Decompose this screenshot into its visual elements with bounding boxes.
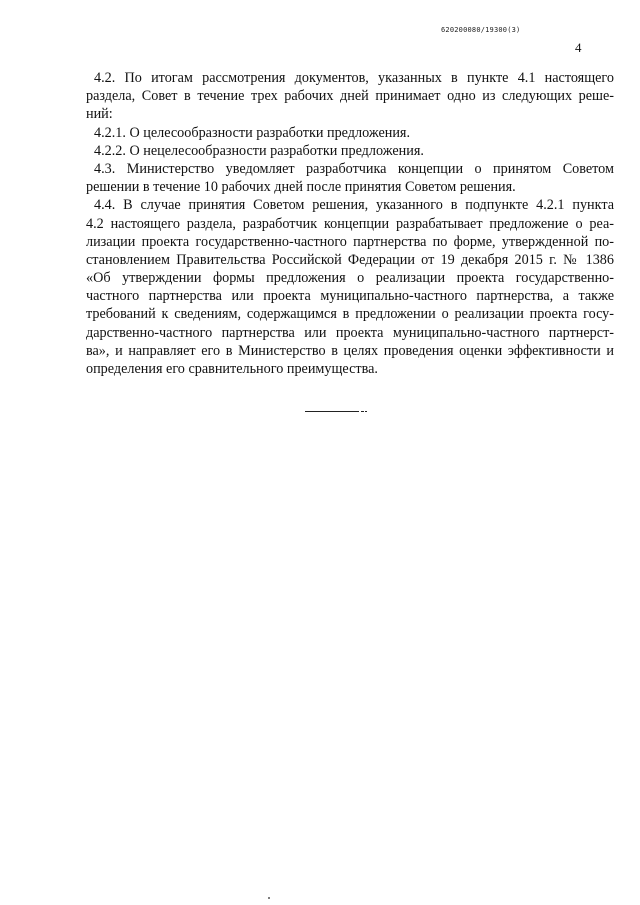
divider-tick (361, 411, 364, 412)
paragraph-4-2-line-3: ний: (86, 106, 113, 123)
paragraph-4-3-line-2: решении в течение 10 рабочих дней после принятия Советом решения. (86, 179, 516, 196)
paragraph-4-2-line-1: 4.2. По итогам рассмотрения документов, указанных в пункте 4.1 настоящего (94, 70, 614, 86)
paragraph-4-4-line-8: дарственно-частного партнерства или проекта муниципально-частного партнерст- (86, 324, 614, 341)
paragraph-4-4-line-10: определения его сравнительного преимущества. (86, 361, 378, 377)
paragraph-4-4-line-1: 4.4. В случае принятия Советом решения, указанного в подпункте 4.2.1 пункта (94, 197, 614, 214)
page-number: 4 (575, 40, 582, 55)
paragraph-4-4-line-9: ва», и направляет его в Министерство в целях проведения оценки эффективности и (86, 342, 614, 359)
paragraph-4-2-line-2: раздела, Совет в течение трех рабочих дней принимает одно из следующих реше- (86, 88, 614, 105)
paragraph-4-4-line-6: частного партнерства или проекта муниципально-частного партнерства, а также (86, 288, 614, 305)
paragraph-4-4-line-2: 4.2 настоящего раздела, разработчик концепции разрабатывает предложение о реа- (86, 215, 614, 232)
end-of-text-divider (305, 411, 365, 413)
scan-speck (268, 897, 270, 899)
paragraph-4-4-line-5: «Об утверждении формы предложения о реализации проекта государственно- (86, 270, 614, 287)
divider-tick (365, 411, 367, 412)
document-body (86, 69, 614, 378)
paragraph-4-2-1: 4.2.1. О целесообразности разработки предложения. (94, 124, 411, 141)
document-code: 620200080/19300(3) (441, 26, 521, 34)
paragraph-4-2-2: 4.2.2. О нецелесообразности разработки предложения. (94, 142, 424, 159)
paragraph-4-3-line-1: 4.3. Министерство уведомляет разработчика концепции о принятом Советом (94, 160, 614, 177)
divider-rule (305, 411, 359, 412)
paragraph-4-4-line-4: становлением Правительства Российской Федерации от 19 декабря 2015 г. № 1386 (86, 251, 614, 268)
paragraph-4-4-line-7: требований к сведениям, содержащимся в предложении о реализации проекта госу- (86, 306, 614, 323)
paragraph-4-4-line-3: лизации проекта государственно-частного партнерства по форме, утвержденной по- (86, 233, 614, 250)
